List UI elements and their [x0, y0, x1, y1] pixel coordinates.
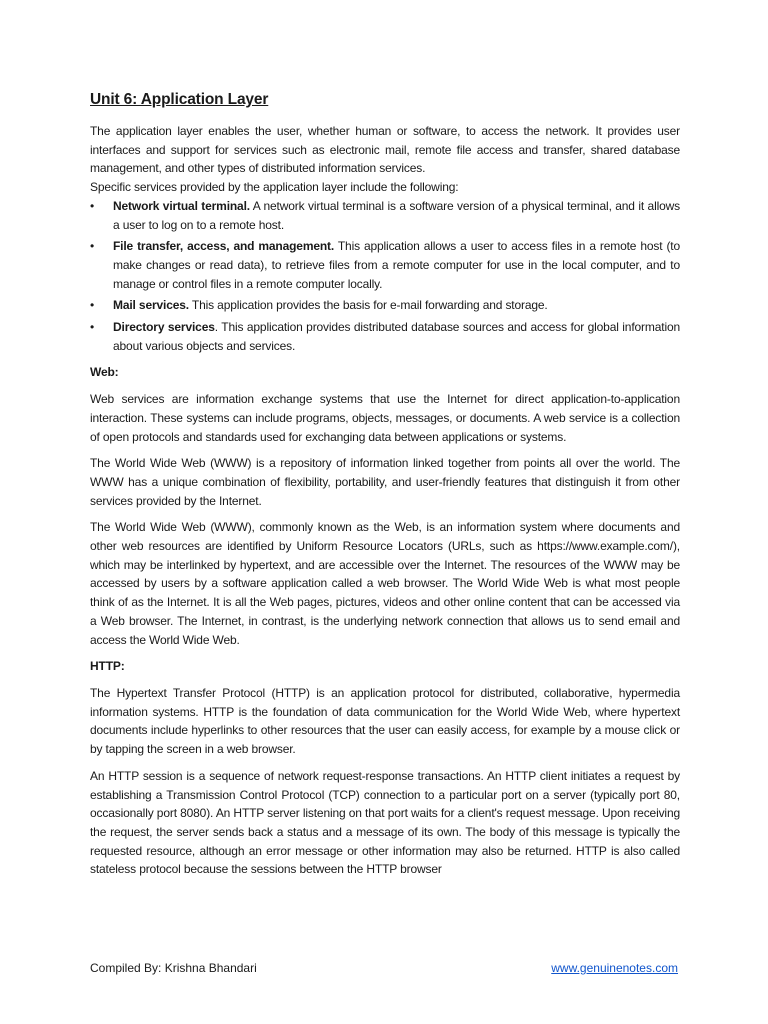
footer-website-link[interactable]: www.genuinenotes.com: [551, 961, 678, 975]
intro-paragraph-2: Specific services provided by the application layer include the following:: [90, 180, 459, 195]
service-description: A network virtual terminal is a software version of a physical terminal, and it allows a user to log on to a remote host.: [113, 198, 680, 232]
bullet-icon: •: [90, 198, 95, 213]
http-heading: HTTP:: [90, 659, 125, 674]
bullet-icon: •: [90, 320, 95, 335]
list-item: [90, 296, 680, 315]
page-title: Unit 6: Application Layer: [90, 91, 269, 108]
document-page: [90, 90, 680, 879]
bullet-icon: •: [90, 298, 95, 313]
page-footer: [90, 961, 678, 975]
service-name: Directory services: [113, 320, 215, 335]
service-description: . This application provides distributed database sources and access for global information about various objects and services.: [113, 320, 681, 353]
list-item: [90, 318, 680, 355]
intro-paragraph-1: The application layer enables the user, whether human or software, to access the network. It provides user interfaces and support for services such as electronic mail, remote file access and transfer, shared database management, and other types of distributed information services.: [90, 124, 680, 176]
web-paragraph-1: Web services are information exchange systems that use the Internet for direct application-to-application interaction. These systems can include programs, objects, messages, or documents. A web service is a collection of open protocols and standards used for exchanging data between applications or systems.: [90, 392, 680, 444]
web-paragraph-2: The World Wide Web (WWW) is a repository of information linked together from points all over the world. The WWW has a unique combination of flexibility, portability, and user-friendly features that distinguish it from other services provided by the Internet.: [90, 456, 680, 508]
service-description: This application provides the basis for e-mail forwarding and storage.: [188, 298, 548, 313]
services-list: [90, 197, 680, 356]
service-name: Mail services.: [113, 298, 189, 313]
list-item: [90, 197, 680, 234]
service-description: This application allows a user to access files in a remote host (to make changes or read data), to retrieve files from a remote computer for use in the local computer, and to manage or control files in a remote computer locally.: [113, 239, 681, 291]
footer-author: Compiled By: Krishna Bhandari: [90, 961, 257, 975]
http-paragraph-2: An HTTP session is a sequence of network request-response transactions. An HTTP client initiates a request by establishing a Transmission Control Protocol (TCP) connection to a particular port on a server (typically port 80, occasionally port 8080). An HTTP server listening on that port waits for a client's request message. Upon receiving the request, the server sends back a status and a message of its own. The body of this message is typically the requested resource, although an error message or other information may also be returned. HTTP is also called stateless protocol because the sessions between the HTTP browser: [90, 768, 680, 877]
web-paragraph-3: The World Wide Web (WWW), commonly known as the Web, is an information system where documents and other web resources are identified by Uniform Resource Locators (URLs, such as https://www.example.com/), which may be interlinked by hypertext, and are accessible over the Internet. The resources of the WWW may be accessed by users by a software application called a web browser. The World Wide Web is what most people think of as the Internet. It is all the Web pages, pictures, videos and other online content that can be accessed via a Web browser. The Internet, in contrast, is the underlying network connection that allows us to send email and access the World Wide Web.: [90, 520, 680, 647]
bullet-icon: •: [90, 239, 95, 254]
service-name: Network virtual terminal.: [113, 198, 250, 213]
service-name: File transfer, access, and management.: [113, 239, 335, 254]
list-item: [90, 237, 680, 293]
web-heading: Web:: [90, 365, 119, 380]
http-paragraph-1: The Hypertext Transfer Protocol (HTTP) is an application protocol for distributed, collaborative, hypermedia information systems. HTTP is the foundation of data communication for the World Wide Web, where hypertext documents include hyperlinks to other resources that the user can easily access, for example by a mouse click or by tapping the screen in a web browser.: [90, 685, 680, 757]
